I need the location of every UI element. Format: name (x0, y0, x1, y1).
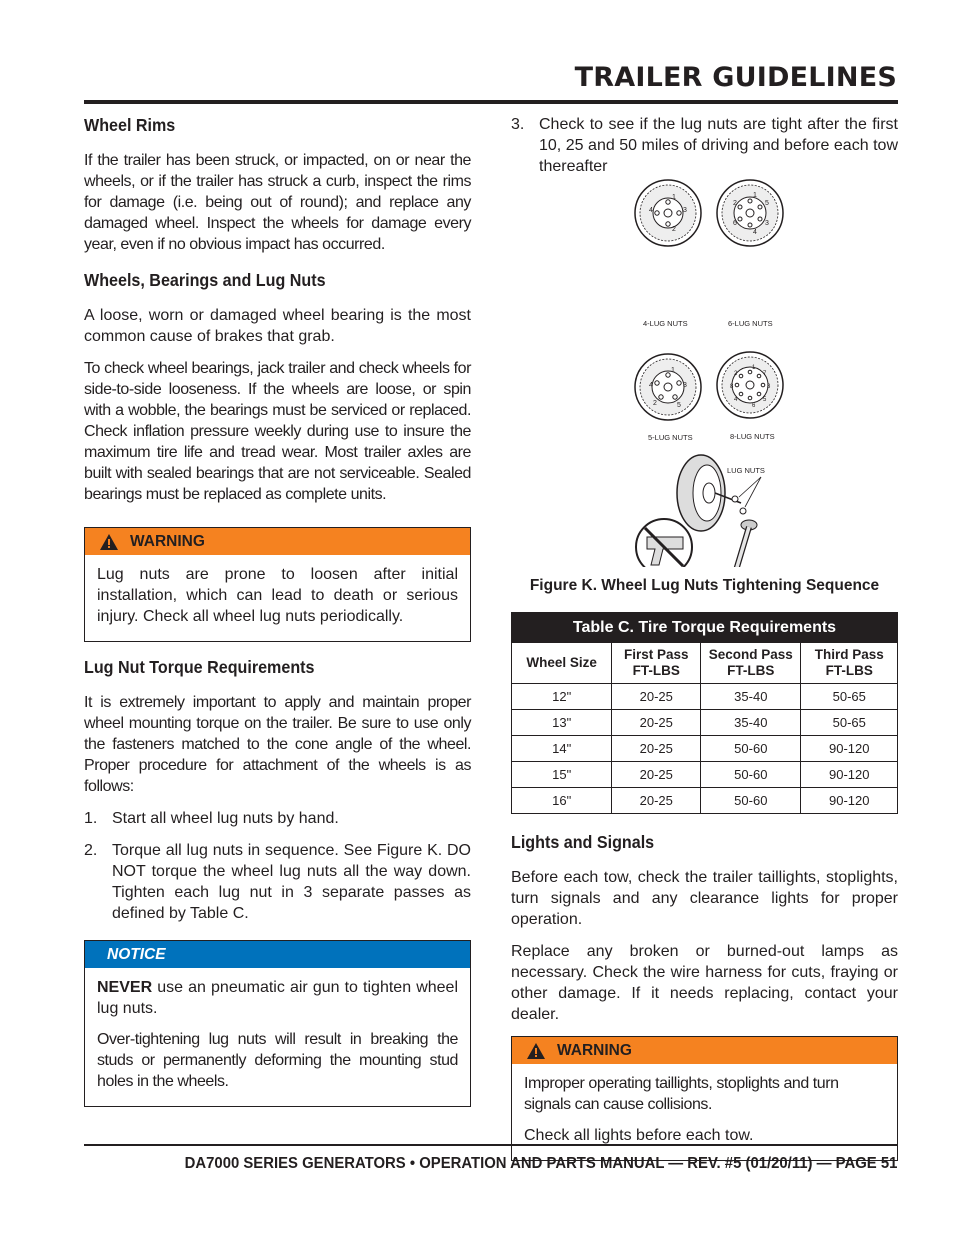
wheel-8-lug-icon (717, 352, 783, 418)
left-column (84, 114, 471, 1121)
list-item-3 (511, 114, 898, 177)
seq-number: 3 (683, 382, 687, 389)
header-wheel-size: Wheel Size (512, 643, 612, 684)
torque-paragraph: It is extremely important to apply and maintain proper wheel mounting torque on the trailer. Be sure to use only the fasteners matched to the cone angle of the wheel. Proper procedure for attachment of the wheels is as follows: (84, 694, 471, 795)
pneumatic-air-gun-prohibited-icon (636, 519, 692, 567)
warning-header (512, 1037, 897, 1064)
figure-caption: Figure K. Wheel Lug Nuts Tightening Sequence (529, 577, 880, 594)
seq-number: 7 (763, 371, 767, 377)
table-cell: 20-25 (612, 762, 701, 788)
table-cell: 50-65 (801, 710, 898, 736)
table-cell: 90-120 (801, 788, 898, 814)
table-cell: 20-25 (612, 684, 701, 710)
label-8-lug: 8-LUG NUTS (730, 432, 775, 441)
label-5-lug: 5-LUG NUTS (648, 433, 693, 442)
torque-table (511, 612, 898, 814)
table-row (512, 684, 898, 710)
warning-header (85, 528, 470, 555)
warning-text-1: Improper operating taillights, stoplights and turn signals can cause collisions. (524, 1075, 839, 1113)
warning-label: WARNING (557, 1042, 632, 1059)
seq-number: 2 (672, 226, 676, 233)
header-third-pass: Third Pass FT-LBS (801, 643, 898, 684)
footer-rule (84, 1144, 898, 1146)
warning-triangle-icon (526, 1042, 546, 1060)
page-footer: DA7000 SERIES GENERATORS • OPERATION AND PARTS MANUAL — REV. #5 (01/20/11) — PAGE 51 (184, 1155, 897, 1172)
seq-number: 4 (753, 229, 757, 236)
lights-paragraph-1: Before each tow, check the trailer taillights, stoplights, turn signals and any clearance lights for proper operation. (511, 869, 898, 928)
wheel-5-lug-icon (635, 354, 701, 420)
warning-box-lights (511, 1036, 898, 1161)
table-row (512, 788, 898, 814)
table-cell: 12" (512, 684, 612, 710)
header-second-pass: Second Pass FT-LBS (701, 643, 801, 684)
table-cell: 16" (512, 788, 612, 814)
table-cell: 35-40 (701, 684, 801, 710)
seq-number: 5 (765, 200, 769, 207)
seq-number: 5 (677, 402, 681, 409)
lug-nut-diagram (511, 177, 898, 567)
table-cell: 90-120 (801, 762, 898, 788)
warning-text: Lug nuts are prone to loosen after initial installation, which can lead to death or serious injury. Check all wheel lug nuts periodically. (97, 566, 458, 625)
list-item-1 (84, 808, 471, 829)
list-number: 3. (511, 116, 525, 133)
seq-number: 3 (683, 207, 687, 214)
torque-heading: Lug Nut Torque Requirements (84, 657, 315, 677)
notice-paragraph-2: Over-tightening lug nuts will result in breaking the studs or permanently deforming the mounting stud holes in the wheels. (97, 1031, 458, 1090)
table-cell: 90-120 (801, 736, 898, 762)
label-6-lug: 6-LUG NUTS (728, 319, 773, 328)
seq-number: 2 (734, 371, 738, 377)
torque-wrench-icon (716, 520, 757, 567)
wheel-rims-heading: Wheel Rims (84, 115, 176, 135)
list-text: Torque all lug nuts in sequence. See Figure K. DO NOT torque the wheel lug nuts all the way down. Tighten each lug nut in 3 separate passes as defined by Table C. (112, 842, 471, 922)
seq-number: 1 (753, 192, 757, 199)
seq-number: 3 (765, 220, 769, 227)
warning-label: WARNING (130, 533, 205, 550)
table-cell: 50-65 (801, 684, 898, 710)
table-row (512, 736, 898, 762)
notice-paragraph-1-text: use an pneumatic air gun to tighten wheel lug nuts. (97, 979, 458, 1017)
seq-number: 1 (672, 194, 676, 201)
table-row (512, 710, 898, 736)
notice-paragraph-1 (97, 977, 458, 1019)
table-cell: 50-60 (701, 762, 801, 788)
figure-k (511, 177, 898, 567)
notice-header: NOTICE (85, 941, 470, 968)
list-text: Start all wheel lug nuts by hand. (112, 810, 339, 827)
table-caption: Table C. Tire Torque Requirements (512, 613, 898, 643)
wheel-4-lug-icon (635, 180, 701, 246)
list-number: 1. (84, 810, 98, 827)
label-lug-nuts: LUG NUTS (727, 466, 765, 475)
notice-box (84, 940, 471, 1107)
page-title: TRAILER GUIDELINES (574, 62, 897, 93)
table-cell: 14" (512, 736, 612, 762)
bearings-heading: Wheels, Bearings and Lug Nuts (84, 270, 326, 290)
table-cell: 15" (512, 762, 612, 788)
table-row (512, 762, 898, 788)
notice-never: NEVER (97, 979, 153, 996)
table-cell: 20-25 (612, 710, 701, 736)
seq-number: 3 (767, 384, 771, 390)
table-cell: 20-25 (612, 788, 701, 814)
lights-heading: Lights and Signals (511, 832, 655, 852)
header-first-pass: First Pass FT-LBS (612, 643, 701, 684)
seq-number: 4 (734, 397, 738, 403)
lights-paragraph-2: Replace any broken or burned-out lamps as necessary. Check the wire harness for cuts, fraying or other damage. If it needs replacing, contact your dealer. (511, 943, 898, 1023)
warning-text-2: Check all lights before each tow. (524, 1127, 754, 1144)
warning-triangle-icon (99, 533, 119, 551)
warning-box-lug-nuts (84, 527, 471, 642)
seq-number: 4 (649, 207, 653, 214)
seq-number: 1 (671, 367, 675, 374)
seq-number: 5 (763, 397, 767, 403)
seq-number: 1 (752, 365, 756, 371)
right-column (511, 114, 898, 1175)
list-number: 2. (84, 842, 98, 859)
table-cell: 35-40 (701, 710, 801, 736)
bearings-paragraph-2: To check wheel bearings, jack trailer and check wheels for side-to-side looseness. If the wheels are loose, or spin with a wobble, the bearings must be serviced or replaced. Check inflation pressure weekly during use to insure the maximum tire life and tread wear. Most trailer axles are built with sealed bearings that are not serviceable. Sealed bearings must be replaced as complete units. (84, 360, 471, 503)
seq-number: 6 (733, 220, 737, 227)
wheel-rims-paragraph: If the trailer has been struck, or impacted, on or near the wheels, or if the trailer has struck a curb, inspect the rims for damage (i.e. being out of round); and replace any damaged wheel. Inspect the wheels for damage every year, even if no obvious impact has occurred. (84, 152, 471, 253)
wheel-6-lug-icon (717, 180, 783, 246)
label-4-lug: 4-LUG NUTS (643, 319, 688, 328)
bearings-paragraph-1: A loose, worn or damaged wheel bearing is the most common cause of brakes that grab. (84, 307, 471, 345)
seq-number: 2 (733, 200, 737, 207)
seq-number: 4 (649, 382, 653, 389)
table-cell: 20-25 (612, 736, 701, 762)
table-header-row (512, 643, 898, 684)
seq-number: 2 (653, 400, 657, 407)
seq-number: 6 (752, 403, 756, 409)
table-cell: 50-60 (701, 788, 801, 814)
list-text: Check to see if the lug nuts are tight after the first 10, 25 and 50 miles of driving and before each tow thereafter (539, 116, 898, 175)
list-item-2 (84, 840, 471, 924)
table-cell: 13" (512, 710, 612, 736)
header-rule (84, 100, 898, 104)
seq-number: 8 (730, 384, 734, 390)
table-cell: 50-60 (701, 736, 801, 762)
